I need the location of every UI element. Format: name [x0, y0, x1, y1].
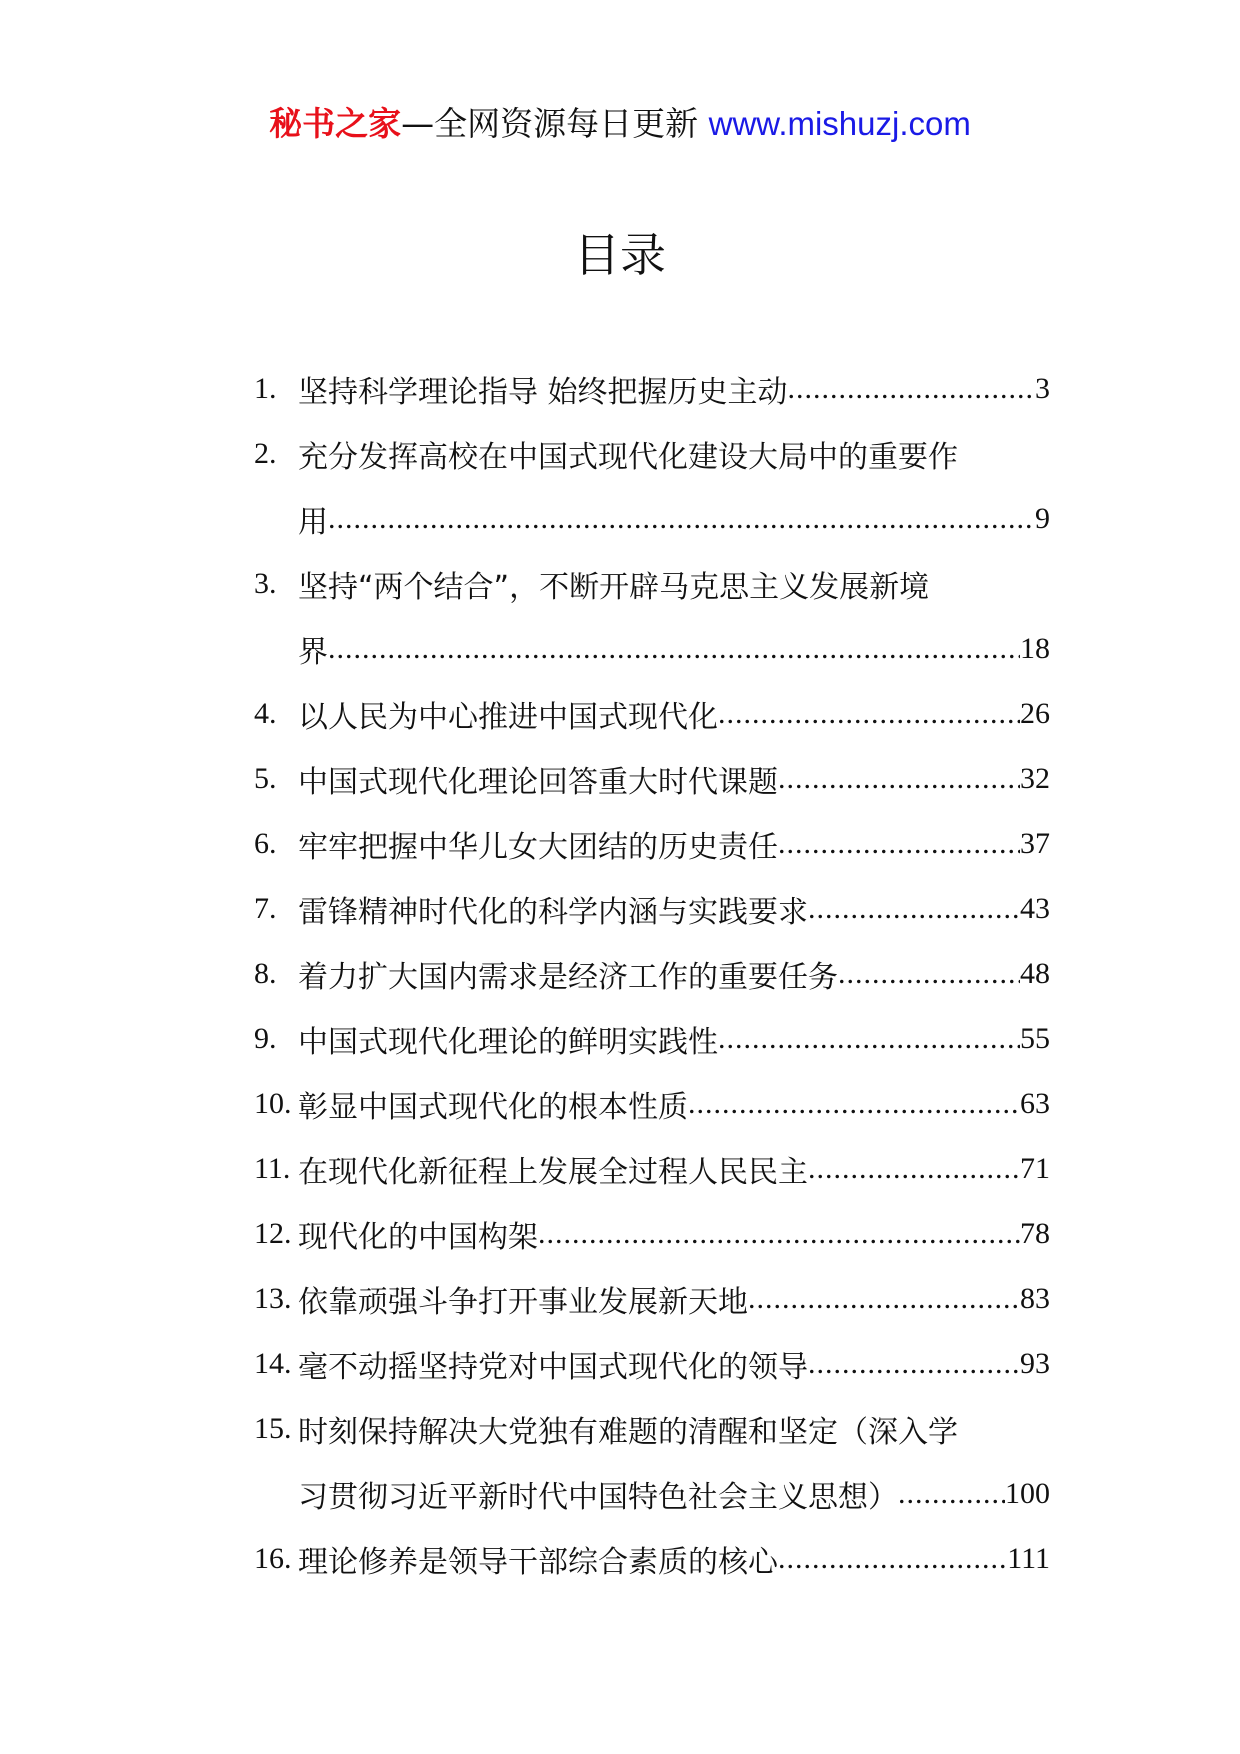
- toc-entry-title: 着力扩大国内需求是经济工作的重要任务: [298, 959, 838, 995]
- toc-entry-line: [298, 1461, 1050, 1526]
- toc-page-number: 32: [1020, 761, 1050, 795]
- toc-entry-number: 14.: [254, 1347, 292, 1380]
- toc-page-number: 100: [1005, 1476, 1050, 1510]
- toc-entry-number: 6.: [254, 827, 277, 860]
- toc-entry-number: 10.: [254, 1087, 292, 1120]
- toc-entry-title: 以人民为中心推进中国式现代化: [298, 699, 718, 735]
- toc-dot-leader: [898, 1477, 1005, 1511]
- toc-dot-leader: [788, 372, 1035, 406]
- toc-dot-leader: [838, 957, 1020, 991]
- toc-entry-title: 彰显中国式现代化的根本性质: [298, 1089, 688, 1125]
- toc-entry-number: 7.: [254, 892, 277, 925]
- toc-entry-title: 坚持“两个结合”，不断开辟马克思主义发展新境: [298, 569, 930, 605]
- toc-entry-line: [298, 1201, 1050, 1266]
- toc-entry-title: 习贯彻习近平新时代中国特色社会主义思想）: [298, 1479, 898, 1515]
- toc-entry-title: 中国式现代化理论的鲜明实践性: [298, 1024, 718, 1060]
- toc-page-number: 55: [1020, 1021, 1050, 1055]
- toc-entry[interactable]: [254, 1396, 1050, 1526]
- toc-entry-number: 12.: [254, 1217, 292, 1250]
- toc-entry[interactable]: [254, 551, 1050, 681]
- header-slogan: —全网资源每日更新: [401, 104, 709, 143]
- toc-entry-title: 时刻保持解决大党独有难题的清醒和坚定（深入学: [298, 1414, 958, 1450]
- toc-entry[interactable]: [254, 1331, 1050, 1396]
- toc-entry-line: [298, 746, 1050, 811]
- toc-dot-leader: [328, 502, 1035, 536]
- toc-page-number: 3: [1035, 371, 1050, 405]
- toc-entry-line: [298, 876, 1050, 941]
- toc-dot-leader: [688, 1087, 1020, 1121]
- toc-page-number: 93: [1020, 1346, 1050, 1380]
- toc-page-number: 37: [1020, 826, 1050, 860]
- toc-entry[interactable]: [254, 421, 1050, 551]
- toc-entry-line: [298, 1006, 1050, 1071]
- toc-dot-leader: [718, 1022, 1020, 1056]
- toc-entry-number: 9.: [254, 1022, 277, 1055]
- toc-page-number: 63: [1020, 1086, 1050, 1120]
- toc-entry-title: 现代化的中国构架: [298, 1219, 538, 1255]
- toc-page-number: 9: [1035, 501, 1050, 535]
- toc-entry[interactable]: [254, 941, 1050, 1006]
- toc-dot-leader: [808, 892, 1020, 926]
- toc-entry[interactable]: [254, 811, 1050, 876]
- table-of-contents: [254, 356, 1050, 1591]
- toc-entry-number: 2.: [254, 437, 277, 470]
- toc-entry-number: 3.: [254, 567, 277, 600]
- toc-entry[interactable]: [254, 1136, 1050, 1201]
- toc-page-number: 111: [1007, 1541, 1050, 1575]
- toc-dot-leader: [718, 697, 1020, 731]
- toc-entry-number: 4.: [254, 697, 277, 730]
- toc-entry[interactable]: [254, 746, 1050, 811]
- toc-dot-leader: [778, 762, 1020, 796]
- toc-dot-leader: [808, 1347, 1020, 1381]
- toc-page-number: 48: [1020, 956, 1050, 990]
- page-title: 目录: [574, 228, 666, 282]
- toc-dot-leader: [808, 1152, 1020, 1186]
- toc-entry[interactable]: [254, 1006, 1050, 1071]
- toc-entry[interactable]: [254, 356, 1050, 421]
- toc-entry-line: [298, 486, 1050, 551]
- brand-name: 秘书之家: [269, 104, 402, 143]
- toc-entry-title: 充分发挥高校在中国式现代化建设大局中的重要作: [298, 439, 958, 475]
- toc-entry[interactable]: [254, 1526, 1050, 1591]
- toc-entry-title: 牢牢把握中华儿女大团结的历史责任: [298, 829, 778, 865]
- toc-entry-line: [298, 356, 1050, 421]
- toc-entry-number: 5.: [254, 762, 277, 795]
- toc-entry-title: 毫不动摇坚持党对中国式现代化的领导: [298, 1349, 808, 1385]
- toc-entry-line: [298, 1071, 1050, 1136]
- toc-entry-line: [298, 1526, 1050, 1591]
- toc-entry-line: [298, 1136, 1050, 1201]
- toc-entry-number: 16.: [254, 1542, 292, 1575]
- toc-page-number: 78: [1020, 1216, 1050, 1250]
- toc-dot-leader: [328, 632, 1020, 666]
- toc-entry-line: [298, 551, 1050, 616]
- toc-entry-title: 理论修养是领导干部综合素质的核心: [298, 1544, 778, 1580]
- toc-dot-leader: [538, 1217, 1020, 1251]
- toc-dot-leader: [778, 827, 1020, 861]
- toc-entry-line: [298, 941, 1050, 1006]
- site-header: [0, 102, 1240, 146]
- toc-page-number: 26: [1020, 696, 1050, 730]
- toc-entry-line: [298, 1266, 1050, 1331]
- toc-entry-title: 依靠顽强斗争打开事业发展新天地: [298, 1284, 748, 1320]
- toc-entry-line: [298, 616, 1050, 681]
- toc-entry-title: 中国式现代化理论回答重大时代课题: [298, 764, 778, 800]
- toc-page-number: 83: [1020, 1281, 1050, 1315]
- toc-entry[interactable]: [254, 681, 1050, 746]
- toc-entry-title: 坚持科学理论指导 始终把握历史主动: [298, 374, 788, 410]
- toc-entry-title: 界: [298, 634, 328, 670]
- site-url-link[interactable]: www.mishuzj.com: [708, 105, 971, 142]
- toc-entry[interactable]: [254, 1266, 1050, 1331]
- toc-page-number: 71: [1020, 1151, 1050, 1185]
- toc-page-number: 43: [1020, 891, 1050, 925]
- toc-entry-title: 用: [298, 504, 328, 540]
- toc-entry-number: 11.: [254, 1152, 291, 1185]
- toc-entry-line: [298, 1396, 1050, 1461]
- toc-entry[interactable]: [254, 1071, 1050, 1136]
- toc-entry-number: 13.: [254, 1282, 292, 1315]
- toc-entry-number: 8.: [254, 957, 277, 990]
- toc-page-number: 18: [1020, 631, 1050, 665]
- toc-entry[interactable]: [254, 1201, 1050, 1266]
- toc-dot-leader: [778, 1542, 1007, 1576]
- toc-entry-line: [298, 811, 1050, 876]
- toc-entry-line: [298, 421, 1050, 486]
- toc-entry-number: 1.: [254, 372, 277, 405]
- toc-entry[interactable]: [254, 876, 1050, 941]
- toc-entry-title: 雷锋精神时代化的科学内涵与实践要求: [298, 894, 808, 930]
- toc-entry-title: 在现代化新征程上发展全过程人民民主: [298, 1154, 808, 1190]
- toc-entry-number: 15.: [254, 1412, 292, 1445]
- toc-dot-leader: [748, 1282, 1020, 1316]
- toc-entry-line: [298, 681, 1050, 746]
- toc-entry-line: [298, 1331, 1050, 1396]
